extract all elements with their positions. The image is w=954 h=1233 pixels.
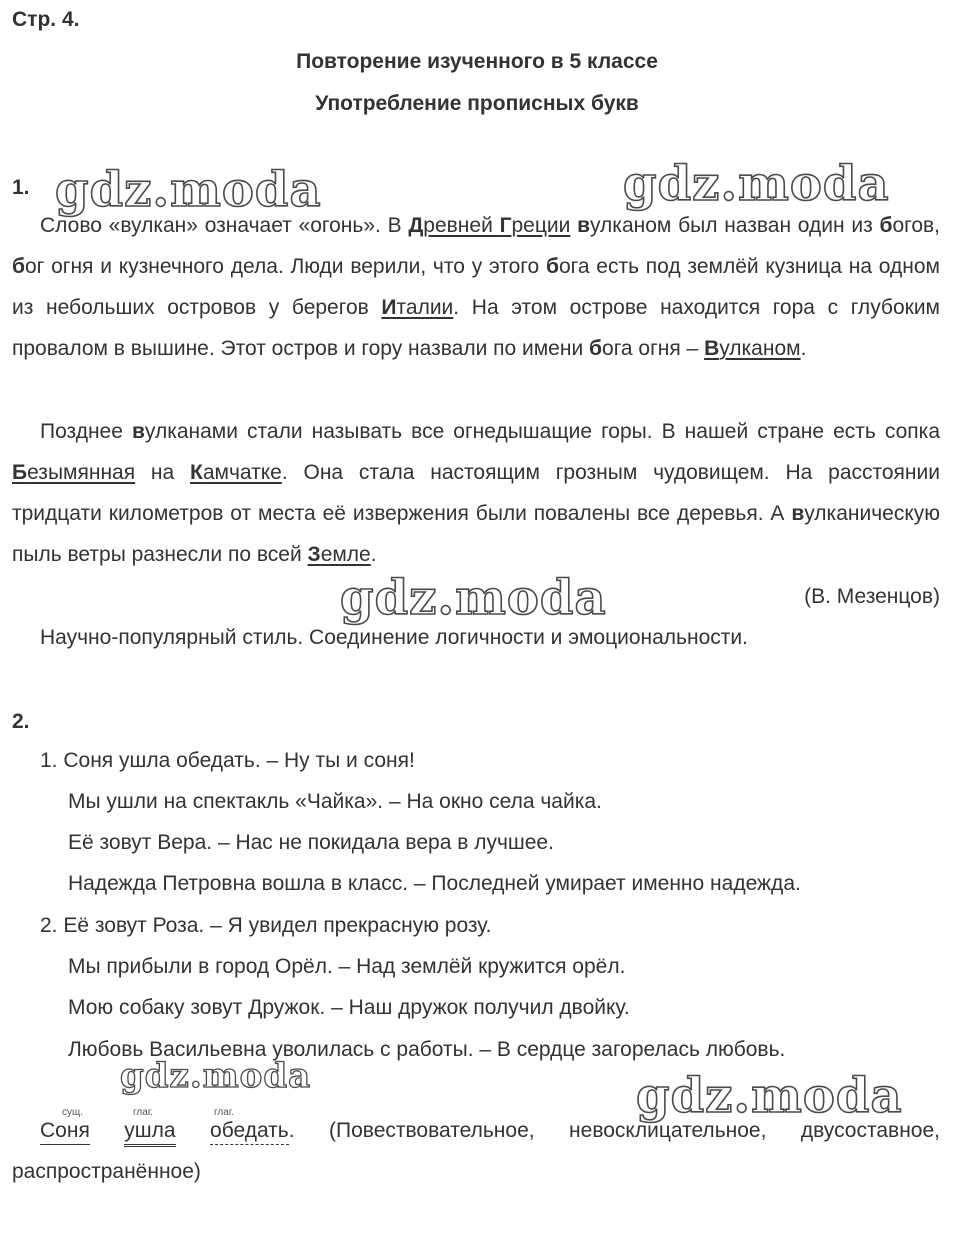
- example-line: 2. Её зовут Роза. – Я увидел прекрасную розу.: [40, 914, 492, 937]
- style-note: Научно-популярный стиль. Соединение логичности и эмоциональности.: [40, 626, 748, 649]
- example-line: Мы ушли на спектакль «Чайка». – На окно села чайка.: [68, 790, 602, 813]
- example-line: Мы прибыли в город Орёл. – Над землёй кружится орёл.: [68, 955, 626, 978]
- example-line: 1. Соня ушла обедать. – Ну ты и соня!: [40, 749, 415, 772]
- example-line: Мою собаку зовут Дружок. – Наш дружок получил двойку.: [68, 996, 630, 1019]
- watermark: gdz.moda: [120, 1056, 312, 1096]
- example-line: Её зовут Вера. – Нас не покидала вера в лучшее.: [68, 831, 554, 854]
- author-credit: (В. Мезенцов): [804, 585, 940, 608]
- page-number: Стр. 4.: [12, 8, 80, 31]
- sentence-analysis: Соня ушла обедать. (Повествовательное, невосклицательное, двусоставное, распространённое): [12, 1119, 940, 1183]
- circumstance-word: обедать: [210, 1119, 289, 1145]
- example-line: Любовь Васильевна уволилась с работы. – В сердце загорелась любовь.: [68, 1038, 786, 1061]
- paragraph-2: Позднее вулканами стали называть все огнедышащие горы. В нашей стране есть сопка Безымянная на Камчатке. Она стала настоящим грозным чудовищем. На расстоянии тридцати километров от места её извержения были повалены все деревья. А вулканическую пыль ветры разнесли по всей Земле.: [12, 420, 940, 566]
- exercise-number: 1.: [12, 176, 30, 199]
- part-of-speech-tag: сущ.: [62, 1107, 84, 1118]
- watermark: gdz.moda: [623, 156, 890, 212]
- predicate-word: ушла: [124, 1119, 175, 1147]
- part-of-speech-tag: глаг.: [133, 1107, 154, 1118]
- example-line: Надежда Петровна вошла в класс. – Последней умирает именно надежда.: [68, 872, 801, 895]
- paragraph-1: Слово «вулкан» означает «огонь». В Древней Греции вулканом был назван один из богов, бог огня и кузнечного дела. Люди верили, что у этого бога есть под землёй кузница на одном из небольших островов у берегов Италии. На этом острове находится гора с глубоким провалом в вышине. Этот остров и гору назвали по имени бога огня – Вулканом.: [12, 214, 940, 360]
- watermark: gdz.moda: [636, 1068, 903, 1124]
- watermark: gdz.moda: [340, 570, 607, 626]
- part-of-speech-tag: глаг.: [214, 1107, 235, 1118]
- section-title: Повторение изученного в 5 классе: [296, 50, 658, 73]
- section-subtitle: Употребление прописных букв: [315, 92, 639, 115]
- watermark: gdz.moda: [55, 162, 322, 218]
- subject-word: Соня: [40, 1119, 90, 1145]
- exercise-number: 2.: [12, 710, 30, 733]
